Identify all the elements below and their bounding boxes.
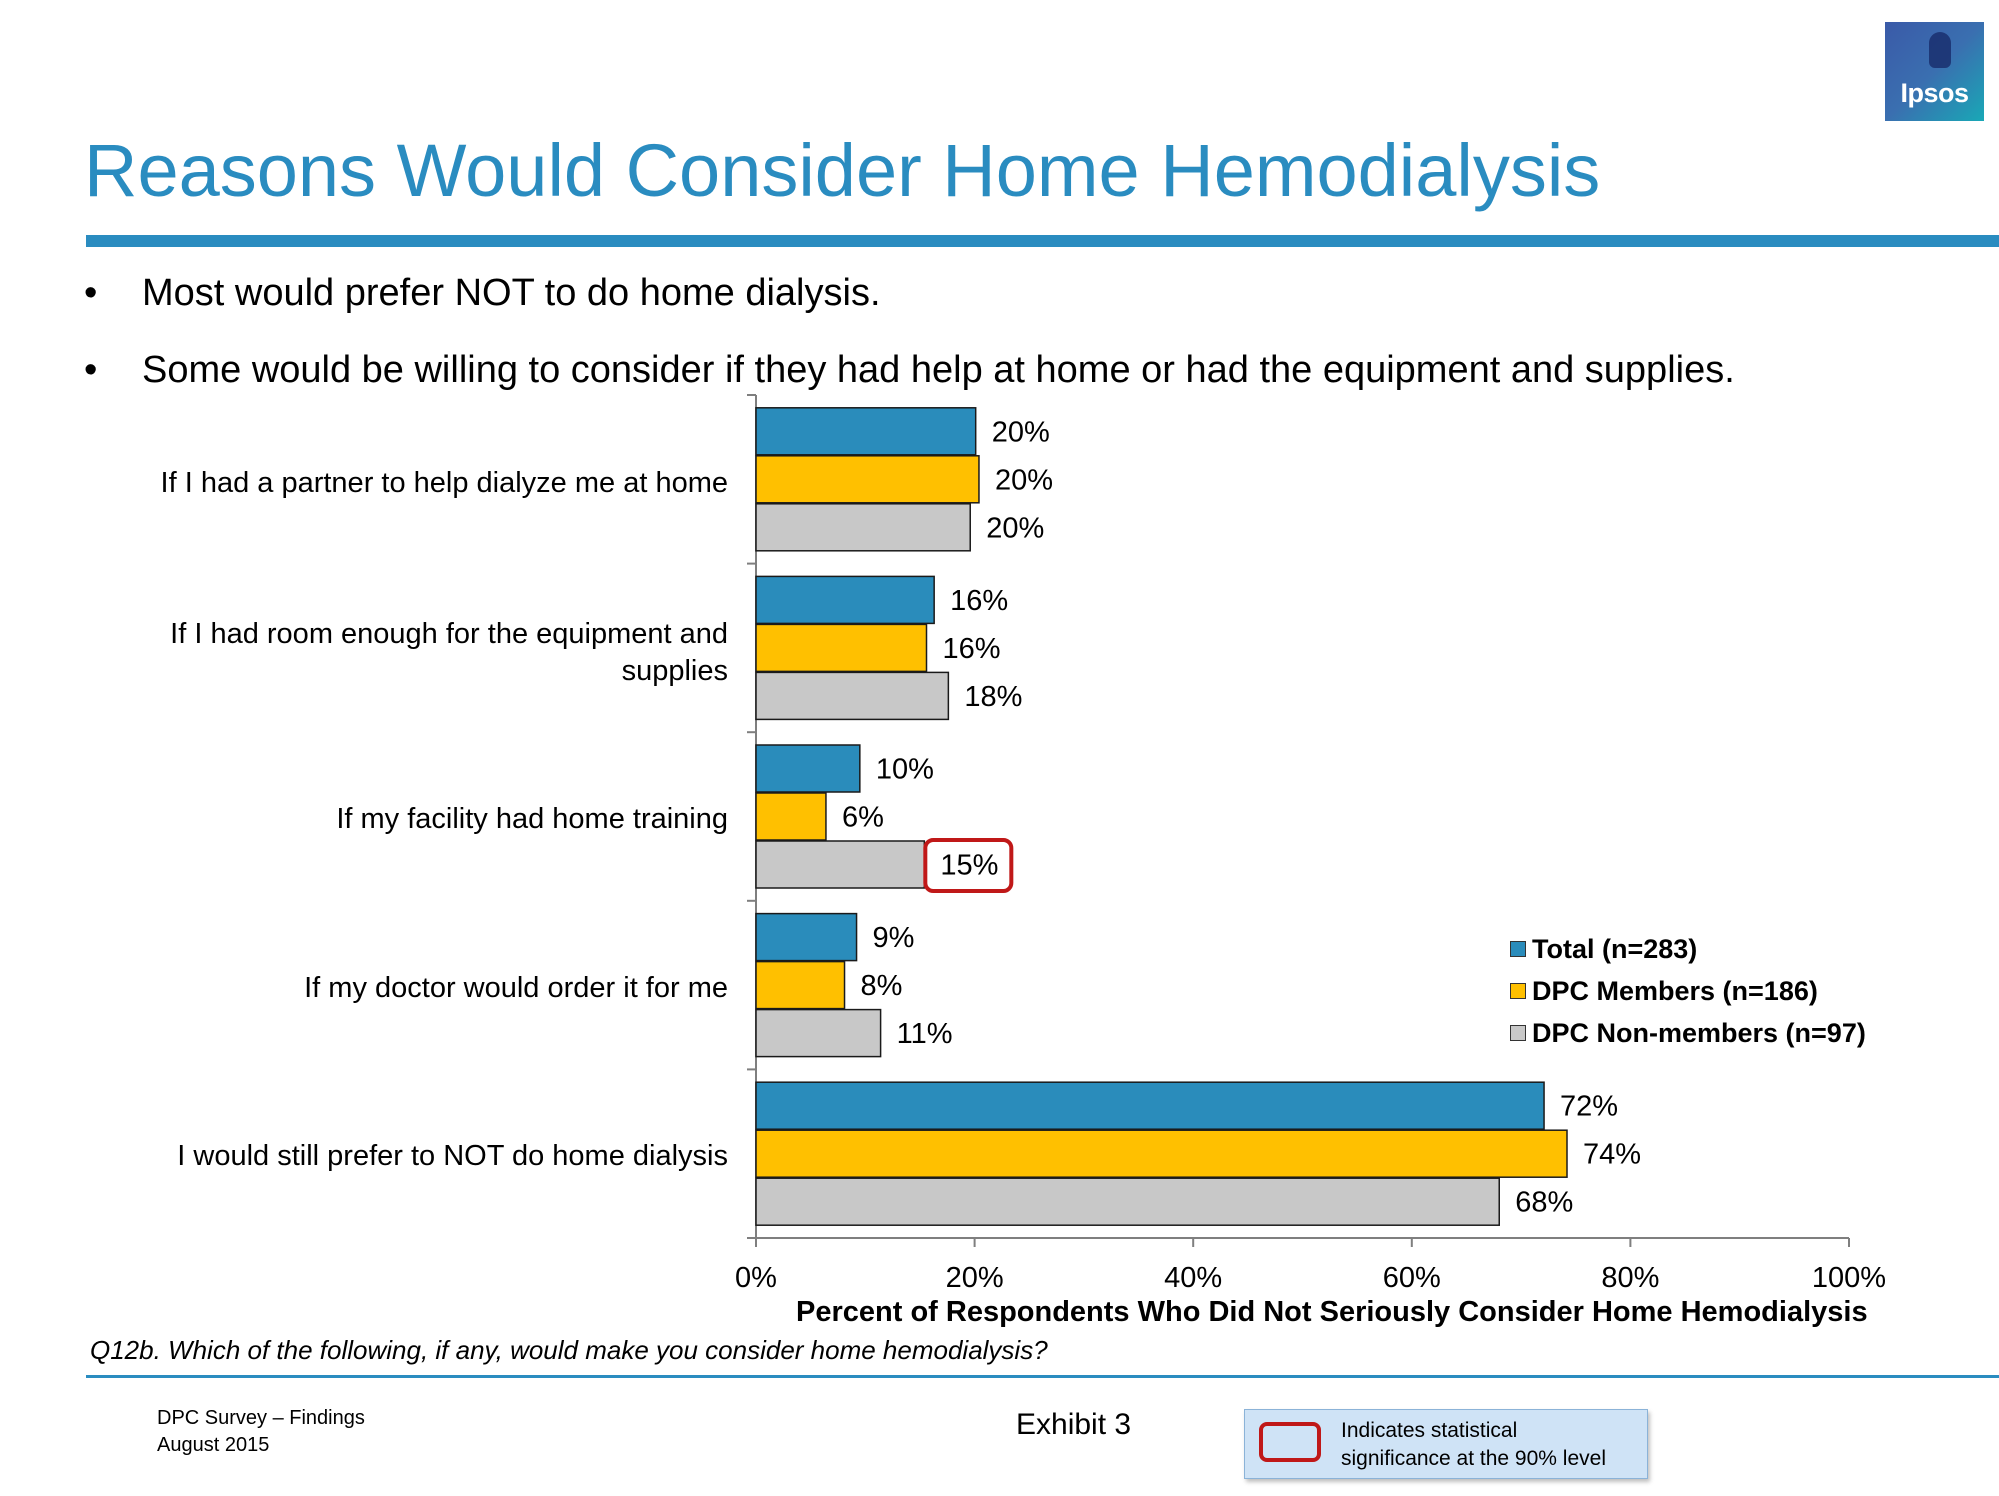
significance-highlight-icon	[1259, 1422, 1321, 1462]
x-tick-label: 40%	[1164, 1262, 1223, 1294]
data-label: 68%	[1515, 1186, 1574, 1219]
page-title: Reasons Would Consider Home Hemodialysis	[84, 129, 1601, 212]
bar	[756, 408, 976, 455]
data-label: 10%	[875, 753, 934, 786]
data-label: 20%	[994, 464, 1054, 497]
footer-line-1: DPC Survey – Findings	[157, 1407, 365, 1429]
bullet-text: Most would prefer NOT to do home dialysis.	[142, 272, 881, 314]
legend-swatch	[1510, 941, 1526, 957]
bar	[756, 1178, 1499, 1225]
bar	[756, 962, 845, 1009]
data-label: 72%	[1560, 1090, 1619, 1123]
bar	[756, 1010, 881, 1057]
category-label: If my doctor would order it for me	[304, 972, 728, 1004]
bar	[756, 1130, 1567, 1177]
bullet-text: Some would be willing to consider if they had help at home or had the equipment and supplies.	[142, 349, 1735, 391]
exhibit-label: Exhibit 3	[1016, 1408, 1132, 1441]
significance-line-1: Indicates statistical	[1341, 1419, 1518, 1442]
bar	[756, 1082, 1544, 1129]
data-label: 16%	[942, 632, 1001, 665]
bar	[756, 793, 826, 840]
data-label: 20%	[986, 512, 1045, 545]
category-label: If my facility had home training	[336, 803, 728, 835]
bar	[756, 672, 948, 719]
category-label: I would still prefer to NOT do home dialysis	[177, 1140, 728, 1172]
bar	[756, 841, 924, 888]
significance-note	[1341, 1417, 1606, 1473]
data-label: 11%	[896, 1018, 953, 1051]
x-axis-title: Percent of Respondents Who Did Not Seriously Consider Home Hemodialysis	[796, 1296, 1868, 1328]
bullet-dot-icon: •	[84, 349, 98, 391]
legend-swatch	[1510, 1025, 1526, 1041]
bar	[756, 914, 857, 961]
legend-item	[1510, 1012, 1866, 1054]
data-label: 8%	[860, 970, 903, 1003]
x-tick-label: 80%	[1601, 1262, 1660, 1294]
legend-swatch	[1510, 983, 1526, 999]
significance-legend	[1244, 1409, 1648, 1479]
data-label: 16%	[950, 584, 1009, 617]
x-tick-label: 20%	[945, 1262, 1004, 1294]
survey-question: Q12b. Which of the following, if any, would make you consider home hemodialysis?	[90, 1335, 1048, 1365]
footer-line-2: August 2015	[157, 1434, 270, 1456]
category-label: If I had room enough for the equipment and supplies	[170, 618, 728, 687]
bar	[756, 576, 934, 623]
data-label: 20%	[991, 416, 1050, 449]
legend-item	[1510, 928, 1866, 970]
data-label: 18%	[964, 680, 1023, 713]
data-label: 15%	[940, 849, 999, 882]
bar	[756, 624, 927, 671]
chart-legend	[1510, 928, 1866, 1054]
footer-divider	[86, 1375, 1999, 1378]
category-label: If I had a partner to help dialyze me at home	[160, 467, 728, 499]
bar	[756, 504, 970, 551]
logo-text: Ipsos	[1900, 78, 1969, 108]
x-tick-label: 100%	[1811, 1262, 1887, 1294]
bar	[756, 745, 860, 792]
data-label: 9%	[872, 922, 915, 955]
legend-label: DPC Non-members (n=97)	[1532, 1017, 1866, 1048]
legend-label: DPC Members (n=186)	[1532, 975, 1818, 1006]
data-label: 6%	[841, 801, 884, 834]
x-tick-label: 0%	[735, 1262, 777, 1294]
significance-line-2: significance at the 90% level	[1341, 1447, 1606, 1470]
x-tick-label: 60%	[1382, 1262, 1441, 1294]
bullet-dot-icon: •	[84, 272, 98, 314]
bar	[756, 456, 979, 503]
footer-source	[157, 1405, 365, 1459]
data-label: 74%	[1583, 1138, 1642, 1171]
legend-item	[1510, 970, 1866, 1012]
legend-label: Total (n=283)	[1532, 933, 1698, 964]
